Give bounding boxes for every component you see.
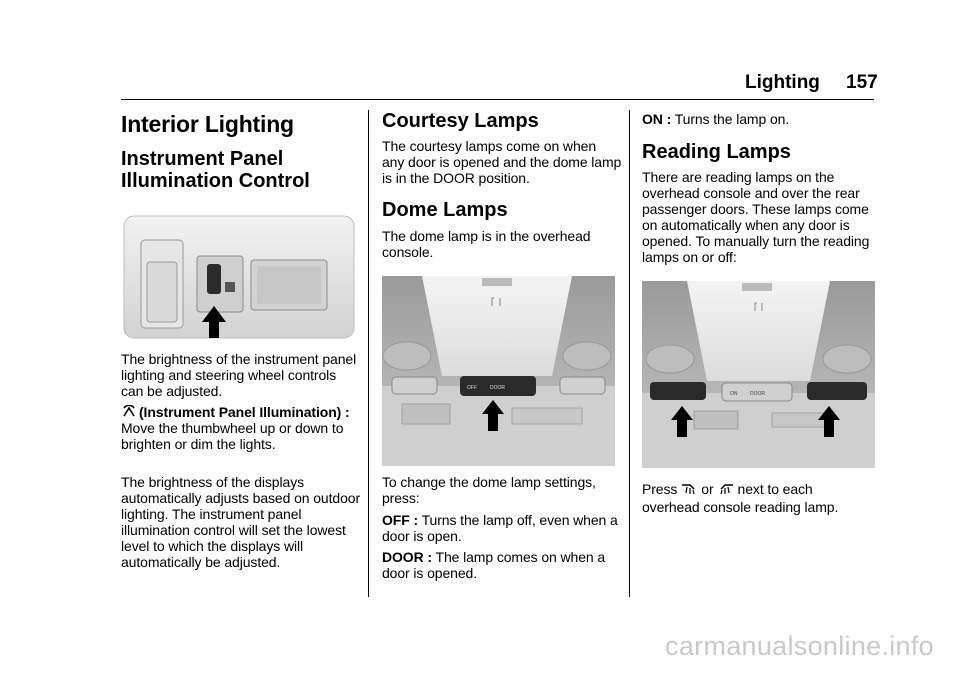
or-word: or: [701, 481, 714, 497]
door-item: [382, 549, 622, 581]
dome-text: The dome lamp is in the overhead console.: [382, 228, 591, 260]
item-label: (Instrument Panel Illumination) :: [139, 404, 350, 420]
off-label: OFF :: [382, 512, 419, 528]
press-word: Press: [642, 481, 678, 497]
item-text: Move the thumbwheel up or down to brighten or dim the lights.: [121, 420, 344, 452]
on-item: [642, 111, 874, 127]
press-instruction: [642, 481, 874, 497]
press-instruction-line2: overhead console reading lamp.: [642, 499, 839, 515]
brightness-intro: The brightness of the instrument panel lighting and steering wheel controls can be adjusted.: [121, 351, 357, 399]
off-label-small: OFF: [467, 385, 477, 391]
subsection-title: Instrument Panel Illumination Control: [121, 148, 310, 192]
right-reading-lamp-icon: [717, 483, 735, 495]
reading-lamp-console-illustration: [642, 281, 875, 468]
heading-reading-lamps: Reading Lamps: [642, 141, 791, 163]
header-rule: [121, 99, 874, 100]
heading-courtesy-lamps: Courtesy Lamps: [382, 110, 539, 132]
door-text: The lamp comes on when a door is opened.: [382, 549, 606, 581]
instrument-panel-control-illustration: [121, 210, 356, 345]
on-label-small: ON: [730, 391, 738, 397]
running-head-section: Lighting: [745, 72, 820, 93]
off-text: Turns the lamp off, even when a door is open.: [382, 512, 618, 544]
page-number: 157: [846, 72, 878, 93]
courtesy-text: The courtesy lamps come on when any door is opened and the dome lamp is in the DOOR position.: [382, 138, 622, 186]
off-item: [382, 512, 622, 544]
instrument-panel-item: [121, 404, 361, 452]
next-to-each: next to each: [737, 481, 813, 497]
on-text: Turns the lamp on.: [674, 111, 790, 127]
column-divider-2: [629, 110, 630, 597]
door-label-small-2: DOOR: [750, 391, 765, 397]
door-label: DOOR :: [382, 549, 432, 565]
change-dome-setting-text: To change the dome lamp settings, press:: [382, 474, 596, 506]
dome-lamp-console-illustration: [382, 276, 615, 466]
on-label: ON :: [642, 111, 672, 127]
column-divider-1: [368, 110, 369, 597]
left-reading-lamp-icon: [680, 483, 698, 495]
watermark: carmanualsonline.info: [665, 631, 934, 661]
door-label-small: DOOR: [490, 385, 505, 391]
display-brightness-paragraph: The brightness of the displays automatically adjusts based on outdoor lighting. The instrument panel illumination control will set the lowest level to which the displays will automatically be adjusted.: [121, 474, 361, 570]
heading-dome-lamps: Dome Lamps: [382, 199, 508, 221]
reading-text: There are reading lamps on the overhead console and over the rear passenger doors. These lamps come on automatically when any door is opened. To manually turn the reading lamps on or off:: [642, 169, 870, 265]
dimmer-icon: [121, 405, 137, 419]
section-title: Interior Lighting: [121, 111, 294, 137]
